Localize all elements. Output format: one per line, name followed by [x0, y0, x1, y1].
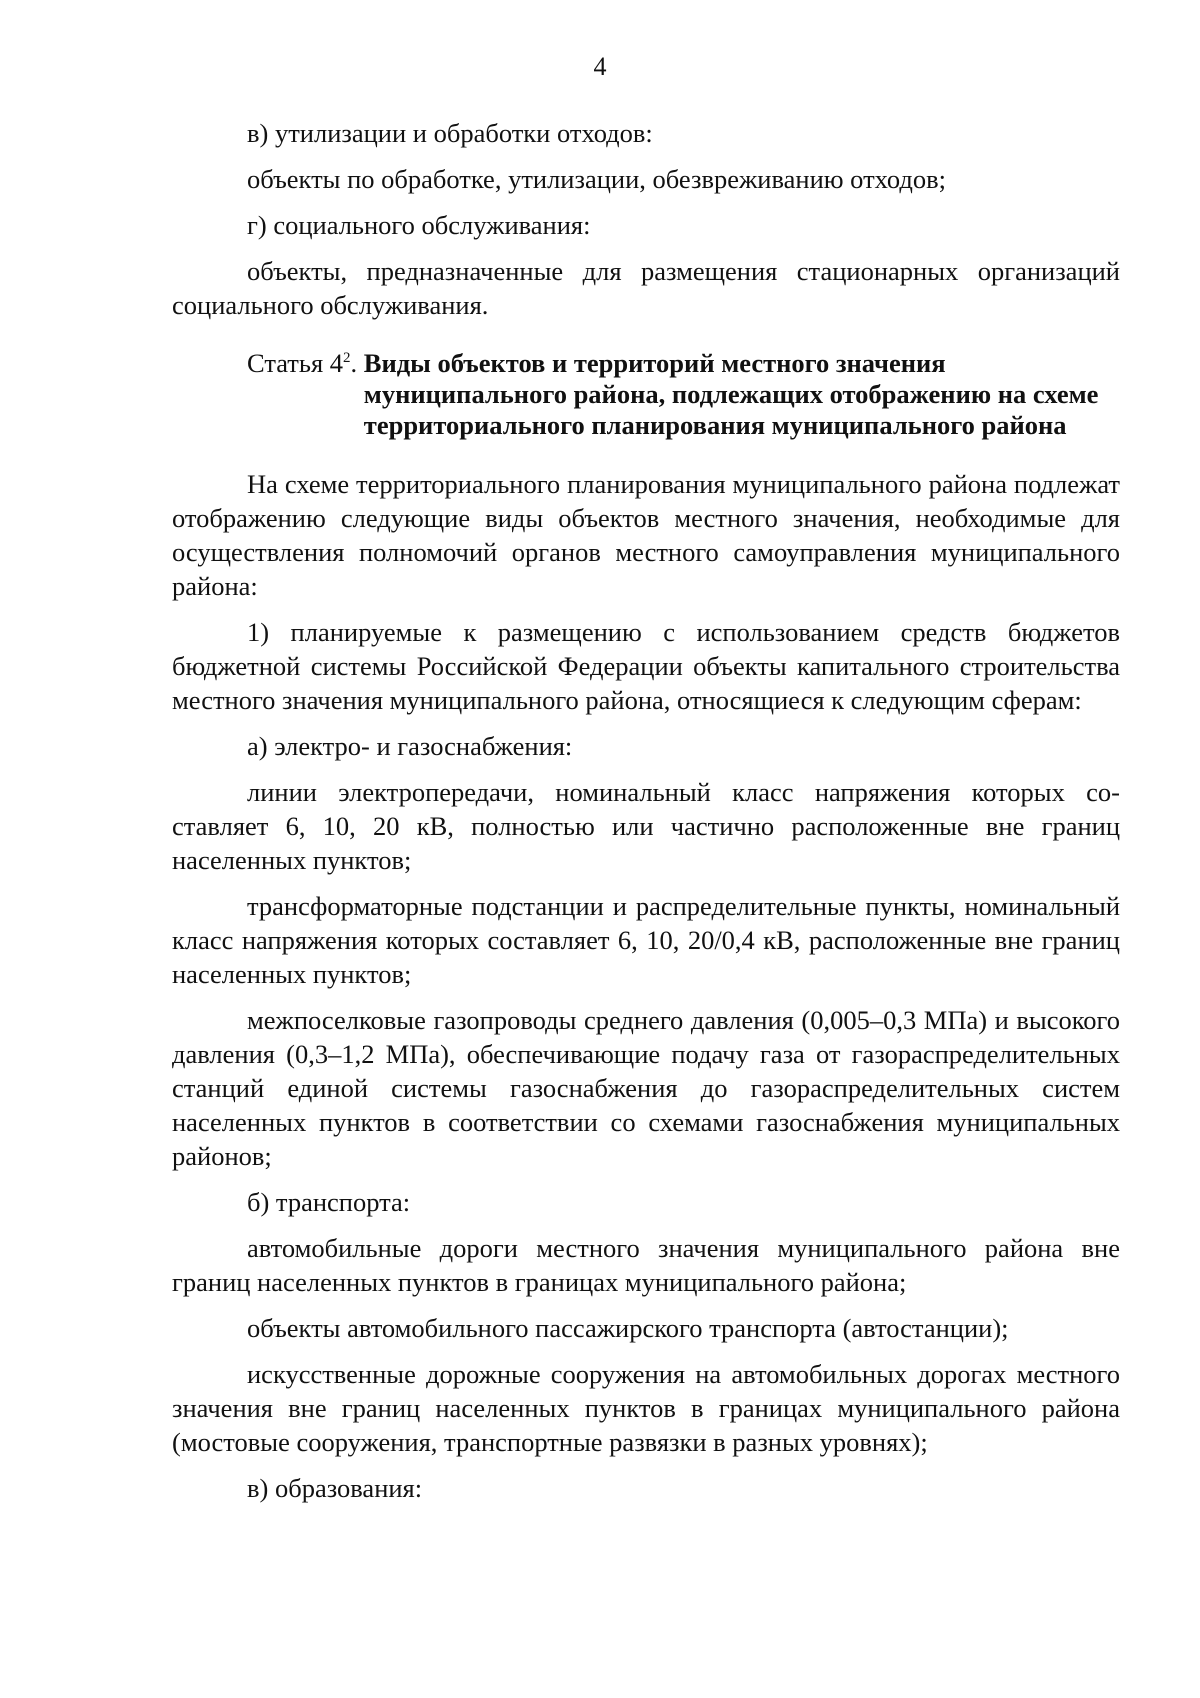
paragraph: объекты, предназначенные для размещения стационарных организаций социального обслуживания.	[172, 256, 1120, 320]
paragraph: объекты по обработке, утилизации, обезвреживанию отходов;	[247, 164, 946, 194]
article-superscript: 2	[343, 350, 351, 367]
article-number: Статья $4^2$.	[247, 348, 364, 378]
paragraph: искусственные дорожные сооружения на автомобильных дорогах местного значения вне границ населенных пунктов в границах муниципального района (мостовые сооружения, транспортные развязки в разных уровнях);	[172, 1359, 1120, 1457]
paragraph: линии электропередачи, номинальный класс напряжения которых составляет 6, 10, 20 кВ, полностью или частично расположенные вне границ населенных пунктов;	[172, 777, 1120, 875]
paragraph: в) образования:	[247, 1473, 423, 1503]
article-heading	[247, 348, 1120, 441]
paragraph: На схеме территориального планирования муниципального района подлежат отображению следующие виды объектов местного значения, необходимые для осуществления полномочий органов местного самоуправления муниципального района:	[172, 469, 1120, 601]
paragraph: а) электро- и газоснабжения:	[247, 731, 573, 761]
paragraph: автомобильные дороги местного значения муниципального района вне границ населенных пунктов в границах муниципального района;	[172, 1233, 1120, 1297]
paragraph: в) утилизации и обработки отходов:	[247, 118, 653, 148]
article-title: Виды объектов и территорий местного значения муниципального района, подлежащих отображению на схеме территориального планирования муниципального района	[363, 348, 1099, 440]
document-body	[172, 116, 1120, 1517]
paragraph: объекты автомобильного пассажирского транспорта (автостанции);	[247, 1313, 1009, 1343]
paragraph: г) социального обслуживания:	[247, 210, 591, 240]
article-prefix: Статья 4	[247, 348, 344, 378]
paragraph: б) транспорта:	[247, 1187, 411, 1217]
page-number: 4	[593, 52, 607, 81]
paragraph: межпоселковые газопроводы среднего давления (0,005–0,3 МПа) и высокого давления (0,3–1,2 МПа), обеспечивающие подачу газа от газораспределительных станций единой системы газоснабжения до газораспределительных систем населенных пунктов в соответствии со схемами газоснабжения муниципальных районов;	[172, 1005, 1120, 1171]
paragraph: трансформаторные подстанции и распределительные пункты, номинальный класс напряжения которых составляет 6, 10, 20/0,4 кВ, расположенные вне границ населенных пунктов;	[172, 891, 1120, 989]
paragraph: 1) планируемые к размещению с использованием средств бюджетов бюджетной системы Российской Федерации объекты капитального строительства местного значения муниципального района, относящиеся к следующим сферам:	[172, 617, 1120, 715]
